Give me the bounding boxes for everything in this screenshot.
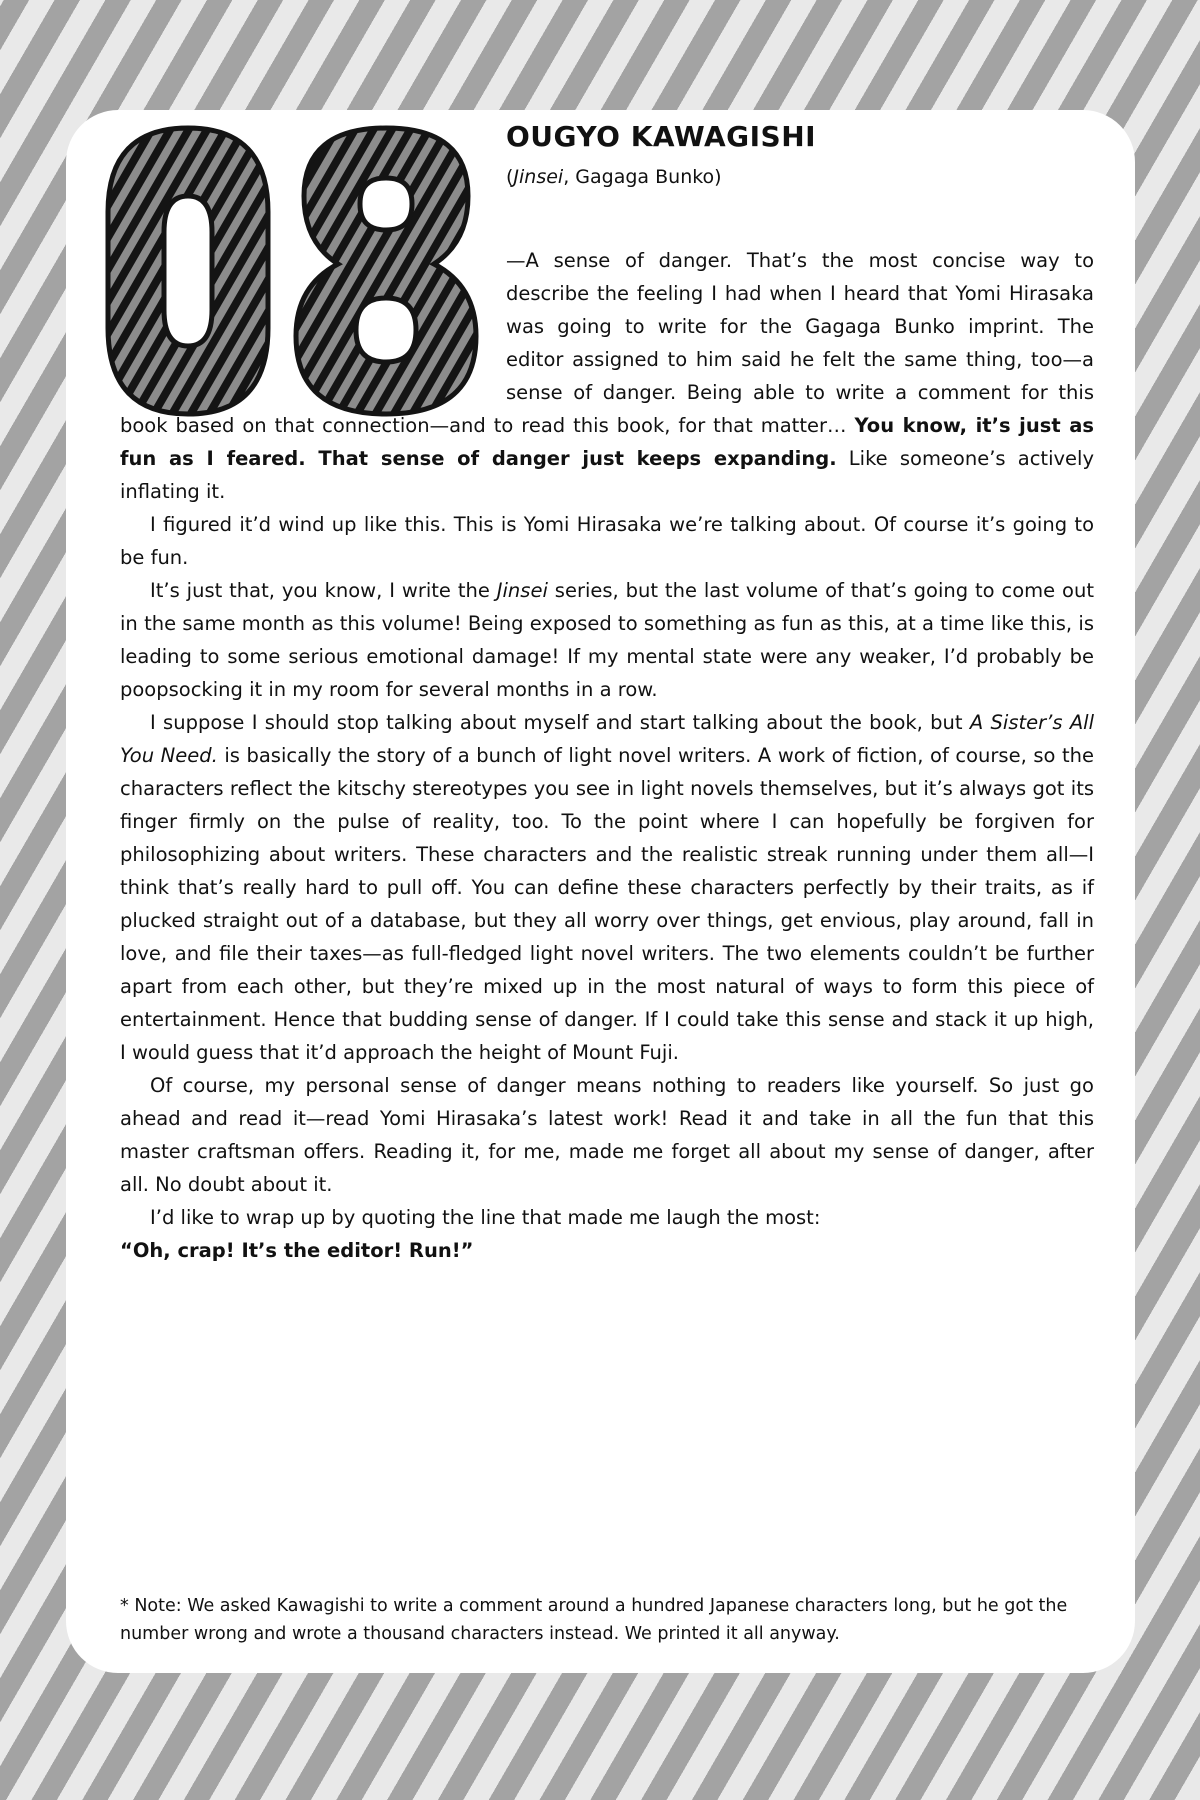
text-segment: is basically the story of a bunch of light novel writers. A work of fiction, of course, so the characters reflect the kitschy stereotypes you see in light novels themselves, but it’s always got its finger firmly on the pulse of reality, too. To the point where I can hopefully be forgiven for philosophizing about writers. These characters and the realistic streak running under them all—I think that’s really hard to pull off. You can define these characters perfectly by their traits, as if plucked straight out of a database, but they all worry over things, get envious, play around, fall in love, and file their taxes—as full-fledged light novel writers. The two elements couldn’t be further apart from each other, but they’re mixed up in the most natural of ways to form this piece of entertainment. Hence that budding sense of danger. If I could take this sense and stack it up high, I would guess that it’d approach the height of Mount Fuji. <box>120 744 1094 1064</box>
essay-paragraph <box>120 1069 1094 1201</box>
essay-paragraph <box>120 1234 1094 1267</box>
essay-paragraph <box>120 1201 1094 1234</box>
text-segment: Of course, my personal sense of danger means nothing to readers like yourself. So just go ahead and read it—read Yomi Hirasaka’s latest work! Read it and take in all the fun that this master craftsman offers. Reading it, for me, made me forget all about my sense of danger, after all. No doubt about it. <box>120 1074 1094 1196</box>
work-title: Jinsei <box>513 166 564 188</box>
text-segment: —A sense of danger. That’s the most concise way to describe the feeling I had when I heard that Yomi Hirasaka was going to write for the Gagaga Bunko imprint. The editor assigned to him said he felt the same thing, too—a sense of danger. Being able to write a comment for this book based on that connection—and to read this book, for that matter… <box>120 249 1094 437</box>
text-segment: You know, it’s just as fun as I feared. That sense of danger just keeps expanding. <box>120 414 1095 470</box>
essay-body <box>120 244 1094 1267</box>
author-name: OUGYO KAWAGISHI <box>506 120 817 153</box>
text-segment: series, but the last volume of that’s going to come out in the same month as this volume! Being exposed to something as fun as this, at a time like this, is leading to some serious emotional damage! If my mental state were any weaker, I’d probably be poopsocking it in my room for several months in a row. <box>120 579 1094 701</box>
text-segment: Jinsei <box>496 579 548 602</box>
text-segment: Like someone’s actively inflating it. <box>120 447 1094 503</box>
text-segment: A Sister’s All You Need. <box>120 711 1094 767</box>
text-segment: I’d like to wrap up by quoting the line that made me laugh the most: <box>150 1206 821 1229</box>
text-segment: I suppose I should stop talking about myself and start talking about the book, but <box>150 711 970 734</box>
essay-paragraph <box>120 508 1094 574</box>
number-wrap-spacer <box>120 244 506 409</box>
essay-paragraph <box>120 574 1094 706</box>
text-segment: I figured it’d wind up like this. This is Yomi Hirasaka we’re talking about. Of course it’s going to be fun. <box>120 513 1094 569</box>
author-work-credit: (Jinsei, Gagaga Bunko) <box>506 166 722 188</box>
text-segment: It’s just that, you know, I write the <box>150 579 497 602</box>
essay-paragraph <box>120 706 1094 1069</box>
footnote: * Note: We asked Kawagishi to write a comment around a hundred Japanese characters long, but he got the number wrong and wrote a thousand characters instead. We printed it all anyway. <box>120 1596 1068 1644</box>
text-segment: “Oh, crap! It’s the editor! Run!” <box>120 1239 474 1262</box>
